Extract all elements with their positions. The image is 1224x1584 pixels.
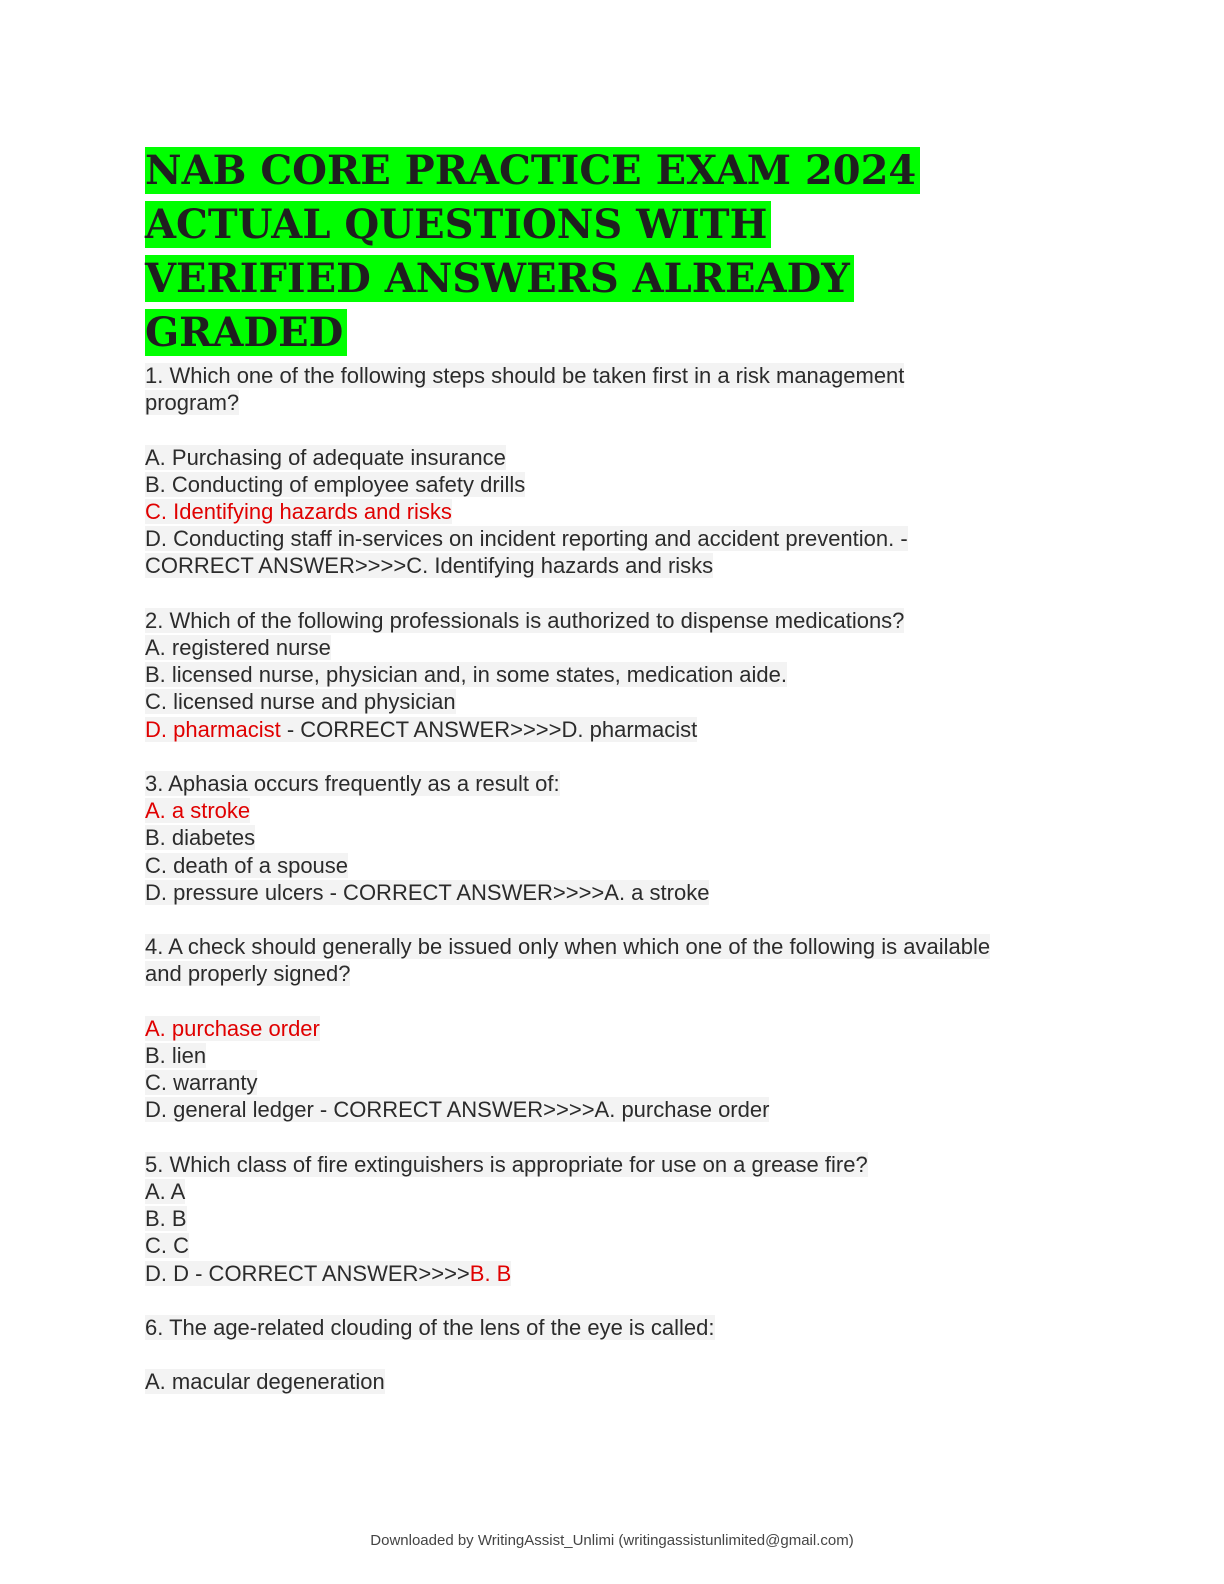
option-d-correct: D. pharmacist (145, 716, 281, 742)
question-6 (145, 1314, 1085, 1396)
spacer (145, 988, 1085, 1015)
question-text: and properly signed? (145, 961, 351, 987)
download-footer: Downloaded by WritingAssist_Unlimi (writingassistunlimited@gmail.com) (370, 1532, 854, 1549)
option-d: D. pressure ulcers - CORRECT ANSWER>>>>A. a stroke (145, 879, 710, 905)
option-c: C. C (145, 1233, 189, 1259)
question-text: 4. A check should generally be issued only when which one of the following is available (145, 934, 991, 960)
option-b: B. lien (145, 1043, 207, 1068)
option-a: A. macular degeneration (145, 1369, 385, 1395)
question-text: 6. The age-related clouding of the lens of the eye is called: (145, 1315, 715, 1340)
option-a-correct: A. a stroke (145, 798, 251, 824)
question-text: 3. Aphasia occurs frequently as a result of: (145, 771, 560, 796)
option-c: C. licensed nurse and physician (145, 689, 456, 715)
question-5 (145, 1151, 1085, 1287)
option-c: C. death of a spouse (145, 852, 349, 878)
option-d: D. general ledger - CORRECT ANSWER>>>>A. purchase order (145, 1097, 770, 1123)
option-b: B. Conducting of employee safety drills (145, 471, 526, 497)
option-c: C. warranty (145, 1070, 258, 1096)
title-line: GRADED (145, 309, 347, 356)
correct-answer: CORRECT ANSWER>>>>C. Identifying hazards and risks (145, 553, 714, 579)
option-b: B. diabetes (145, 825, 256, 851)
option-d: D. Conducting staff in-services on incident reporting and accident prevention. - (145, 526, 908, 552)
question-text: 1. Which one of the following steps should be taken first in a risk management (145, 363, 905, 388)
correct-answer: - CORRECT ANSWER>>>>D. pharmacist (280, 716, 698, 742)
option-a: A. A (145, 1179, 186, 1204)
question-text: program? (145, 390, 240, 416)
question-4 (145, 933, 1085, 1123)
option-a: A. Purchasing of adequate insurance (145, 444, 506, 470)
question-2 (145, 607, 1085, 743)
option-a: A. registered nurse (145, 635, 331, 660)
option-a-correct: A. purchase order (145, 1015, 320, 1041)
questions-content (145, 362, 1085, 1423)
question-1 (145, 362, 1085, 580)
spacer (145, 416, 1085, 443)
spacer (145, 1341, 1085, 1368)
title-line: ACTUAL QUESTIONS WITH (145, 201, 771, 248)
option-c-correct: C. Identifying hazards and risks (145, 499, 452, 524)
option-b: B. licensed nurse, physician and, in some states, medication aide. (145, 662, 788, 688)
question-text: 5. Which class of fire extinguishers is appropriate for use on a grease fire? (145, 1151, 868, 1177)
option-b: B. B (145, 1206, 187, 1232)
correct-answer: B. B (469, 1260, 512, 1286)
title-line: VERIFIED ANSWERS ALREADY (145, 255, 854, 302)
document-title (145, 144, 1045, 360)
question-text: 2. Which of the following professionals is authorized to dispense medications? (145, 607, 905, 633)
title-line: NAB CORE PRACTICE EXAM 2024 (145, 147, 920, 194)
option-d: D. D - CORRECT ANSWER>>>> (145, 1260, 470, 1286)
question-3 (145, 770, 1085, 906)
